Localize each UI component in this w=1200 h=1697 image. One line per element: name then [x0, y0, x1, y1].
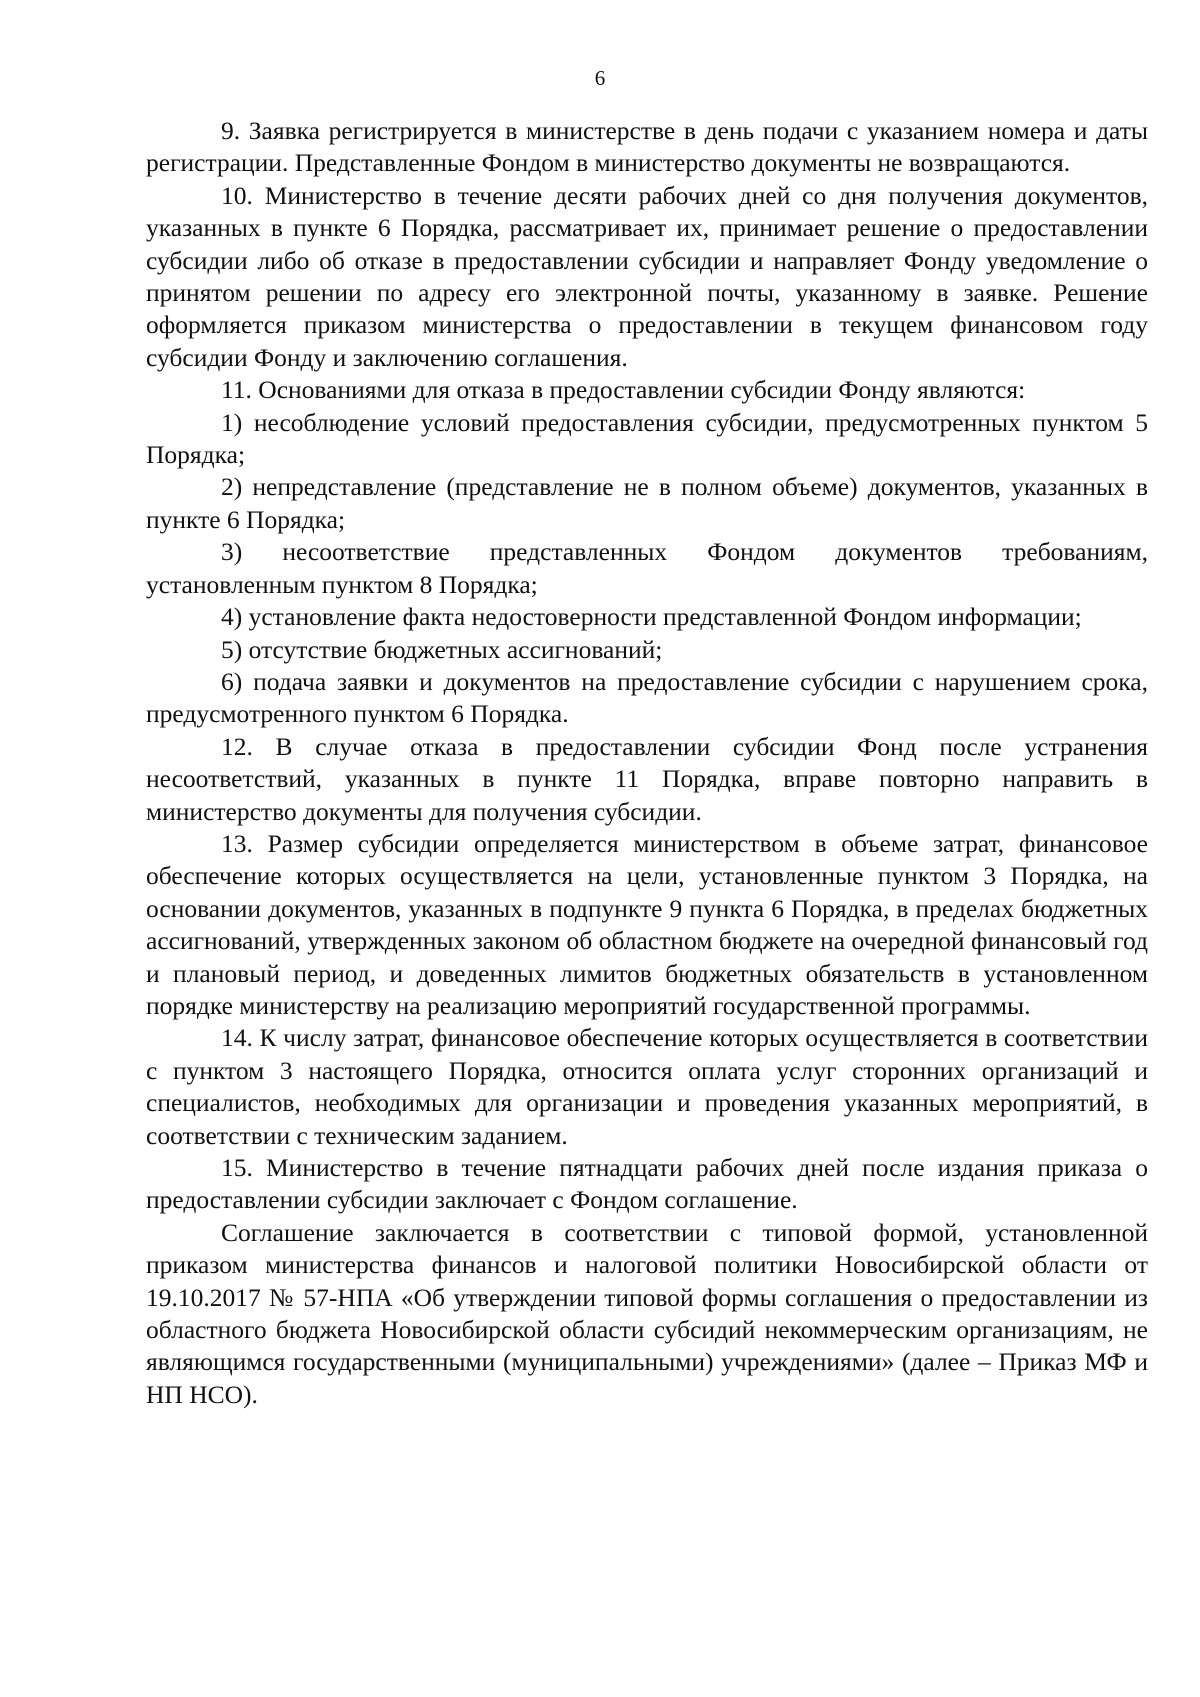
- list-item-1: 1) несоблюдение условий предоставления субсидии, предусмотренных пунктом 5 Порядка;: [146, 407, 1148, 470]
- paragraph-11: 11. Основаниями для отказа в предоставлении субсидии Фонду являются:: [221, 375, 1026, 405]
- list-item-2: 2) непредставление (представление не в полном объеме) документов, указанных в пункте 6 Порядка;: [146, 472, 1148, 534]
- paragraph-12: 12. В случае отказа в предоставлении субсидии Фонд после устранения несоответствий, указанных в пункте 11 Порядка, вправе повторно направить в министерство документы для получения субсидии.: [146, 731, 1148, 826]
- list-item-5: 5) отсутствие бюджетных ассигнований;: [221, 634, 663, 664]
- paragraph-13: 13. Размер субсидии определяется министерством в объеме затрат, финансовое обеспечение которых осуществляется на цели, установленные пунктом 3 Порядка, на основании документов, указанных в подпункте 9 пункта 6 Порядка, в пределах бюджетных ассигнований, утвержденных законом об областном бюджете на очередной финансовый год и плановый период, и доведенных лимитов бюджетных обязательств в установленном порядке министерству на реализацию мероприятий государственной программы.: [146, 828, 1148, 1020]
- paragraph-15: 15. Министерство в течение пятнадцати рабочих дней после издания приказа о предоставлении субсидии заключает с Фондом соглашение.: [146, 1153, 1148, 1215]
- paragraph-9: 9. Заявка регистрируется в министерстве в день подачи с указанием номера и даты регистрации. Представленные Фондом в министерство документы не возвращаются.: [146, 116, 1148, 178]
- list-item-6: 6) подача заявки и документов на предоставление субсидии с нарушением срока, предусмотренного пунктом 6 Порядка.: [146, 666, 1148, 729]
- paragraph-10: 10. Министерство в течение десяти рабочих дней со дня получения документов, указанных в пункте 6 Порядка, рассматривает их, принимает решение о предоставлении субсидии либо об отказе в предоставлении субсидии и направляет Фонду уведомление о принятом решении по адресу его электронной почты, указанному в заявке. Решение оформляется приказом министерства о предоставлении в текущем финансовом году субсидии Фонду и заключению соглашения.: [146, 180, 1148, 372]
- list-item-3: 3) несоответствие представленных Фондом документов требованиям, установленным пунктом 8 Порядка;: [146, 537, 1148, 599]
- paragraph-14: 14. К числу затрат, финансовое обеспечение которых осуществляется в соответствии с пунктом 3 настоящего Порядка, относится оплата услуг сторонних организаций и специалистов, необходимых для организации и проведения указанных мероприятий, в соответствии с техническим заданием.: [146, 1023, 1148, 1150]
- paragraph-agreement: Соглашение заключается в соответствии с типовой формой, установленной приказом министерства финансов и налоговой политики Новосибирской области от 19.10.2017 № 57-НПА «Об утверждении типовой формы соглашения о предоставлении из областного бюджета Новосибирской области субсидий некоммерческим организациям, не являющимся государственными (муниципальными) учреждениями» (далее – Приказ МФ и НП НСО).: [146, 1217, 1148, 1409]
- page-number: 6: [594, 66, 606, 90]
- document-body: [146, 115, 1148, 1411]
- list-item-4: 4) установление факта недостоверности представленной Фондом информации;: [221, 602, 1082, 632]
